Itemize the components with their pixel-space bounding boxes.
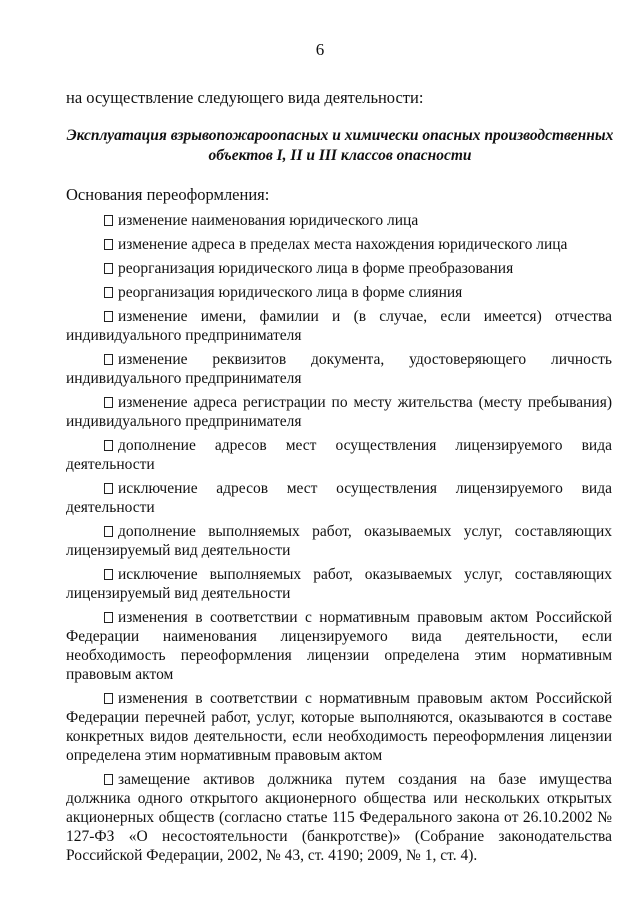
checkbox-icon[interactable] (104, 397, 113, 408)
activity-title-line-2: объектов I, II и III классов опасности (208, 147, 472, 164)
basis-item (66, 608, 612, 684)
basis-heading: Основания переоформления: (66, 185, 270, 204)
basis-item (66, 436, 612, 474)
page-number: 6 (315, 40, 325, 59)
basis-item-label: изменение реквизитов документа, удостоверяющего личность индивидуального предпринимателя (66, 351, 612, 387)
basis-item-label: изменения в соответствии с нормативным правовым актом Российской Федерации наименования лицензируемого вида деятельности, если необходимость переоформления лицензии определена этим нормативным правовым актом (66, 609, 612, 683)
basis-item (66, 393, 612, 431)
basis-item (66, 235, 612, 254)
checkbox-icon[interactable] (104, 287, 113, 298)
basis-item-label: изменение адреса в пределах места нахождения юридического лица (118, 236, 568, 253)
basis-item (66, 307, 612, 345)
basis-item-label: дополнение адресов мест осуществления лицензируемого вида деятельности (66, 437, 612, 473)
basis-item-label: исключение выполняемых работ, оказываемых услуг, составляющих лицензируемый вид деятельности (66, 566, 612, 602)
basis-item (66, 565, 612, 603)
checkbox-icon[interactable] (104, 569, 113, 580)
basis-item-label: реорганизация юридического лица в форме преобразования (118, 260, 514, 277)
basis-item-label: дополнение выполняемых работ, оказываемых услуг, составляющих лицензируемый вид деятельности (66, 523, 612, 559)
checkbox-icon[interactable] (104, 239, 113, 250)
checkbox-icon[interactable] (104, 354, 113, 365)
checkbox-icon[interactable] (104, 693, 113, 704)
checkbox-icon[interactable] (104, 263, 113, 274)
basis-item (66, 479, 612, 517)
basis-item-label: реорганизация юридического лица в форме слияния (118, 284, 463, 301)
checkbox-icon[interactable] (104, 483, 113, 494)
basis-item-label: изменение имени, фамилии и (в случае, если имеется) отчества индивидуального предпринимателя (66, 308, 612, 344)
basis-item (66, 211, 612, 230)
basis-item (66, 770, 612, 865)
basis-item (66, 259, 612, 278)
checkbox-icon[interactable] (104, 440, 113, 451)
basis-item (66, 283, 612, 302)
checkbox-icon[interactable] (104, 311, 113, 322)
basis-item (66, 522, 612, 560)
checkbox-icon[interactable] (104, 526, 113, 537)
basis-item-label: изменение наименования юридического лица (118, 212, 419, 229)
intro-text: на осуществление следующего вида деятельности: (66, 88, 424, 107)
basis-item-label: изменения в соответствии с нормативным правовым актом Российской Федерации перечней работ, услуг, которые выполняются, оказываются в составе конкретных видов деятельности, если необходимость переоформления лицензии определена этим нормативным правовым актом (66, 690, 612, 764)
activity-title-line-1: Эксплуатация взрывопожароопасных и химически опасных производственных (66, 127, 614, 144)
activity-title (66, 126, 614, 166)
checkbox-icon[interactable] (104, 612, 113, 623)
basis-item (66, 350, 612, 388)
basis-item (66, 689, 612, 765)
basis-list (66, 208, 612, 865)
checkbox-icon[interactable] (104, 774, 113, 785)
basis-item-label: изменение адреса регистрации по месту жительства (месту пребывания) индивидуального предпринимателя (66, 394, 612, 430)
checkbox-icon[interactable] (104, 215, 113, 226)
basis-item-label: исключение адресов мест осуществления лицензируемого вида деятельности (66, 480, 612, 516)
basis-item-label: замещение активов должника путем создания на базе имущества должника одного открытого акционерного общества или нескольких открытых акционерных обществ (согласно статье 115 Федерального закона от 26.10.2002 № 127-ФЗ «О несостоятельности (банкротстве)» (Собрание законодательства Российской Федерации, 2002, № 43, ст. 4190; 2009, № 1, ст. 4). (66, 771, 612, 864)
